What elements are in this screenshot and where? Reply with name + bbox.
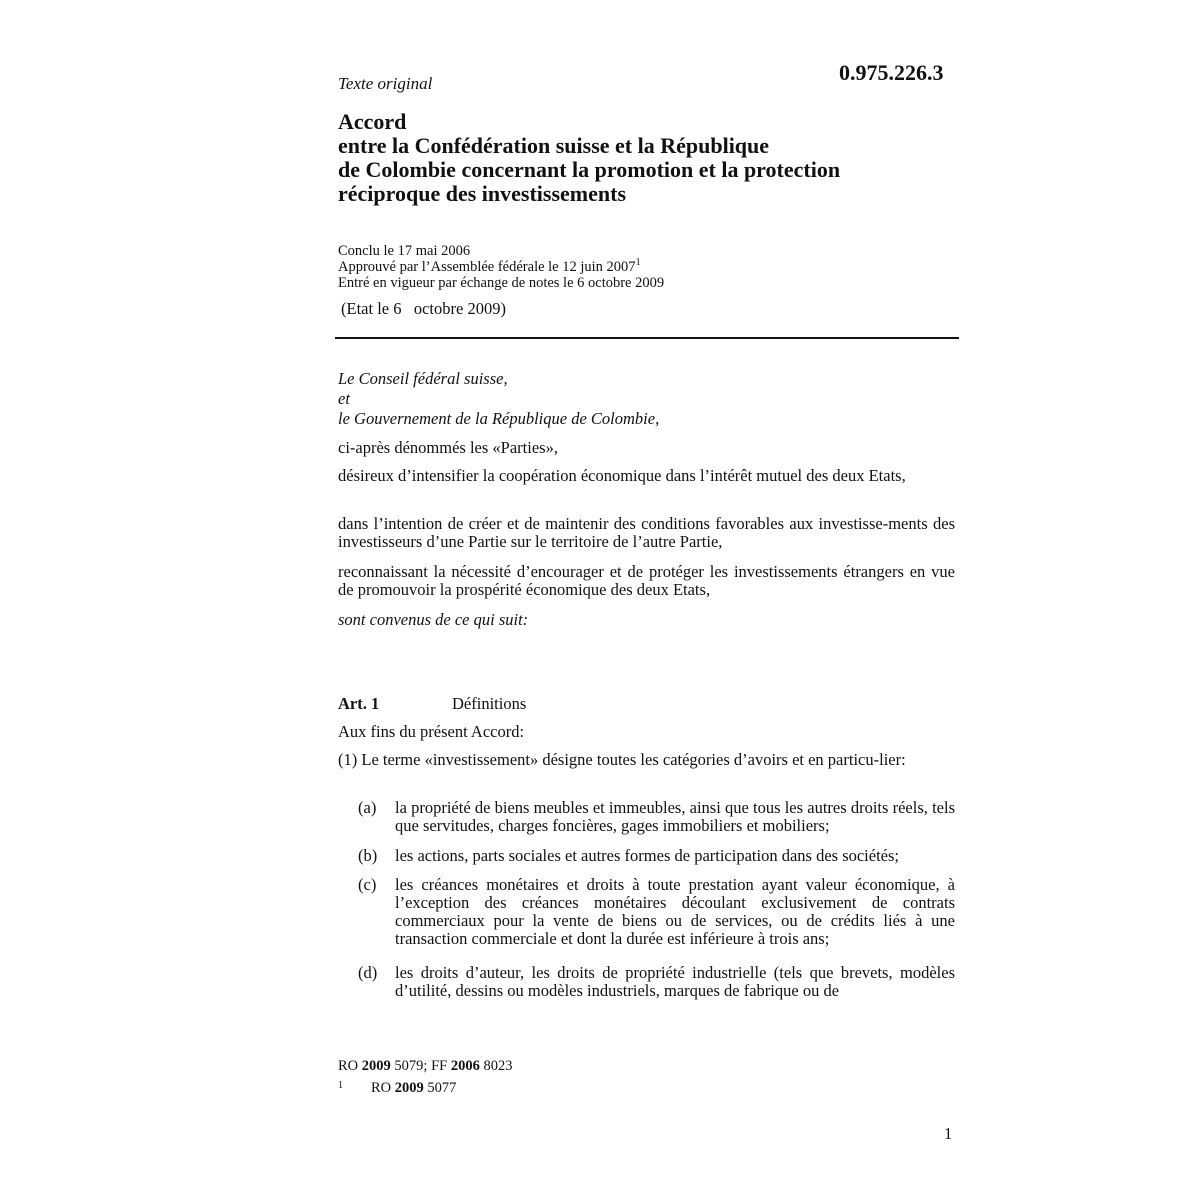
preamble-agreed: sont convenus de ce qui suit: <box>338 610 529 629</box>
entry-into-force: Entré en vigueur par échange de notes le 6 octobre 2009 <box>338 275 665 291</box>
footnote-reference: 1 <box>635 257 641 268</box>
title-line: entre la Confédération suisse et la République <box>338 133 770 158</box>
footnote-text <box>371 1080 456 1097</box>
ro-label: RO <box>338 1058 359 1074</box>
article-intro: Aux fins du présent Accord: <box>338 722 525 741</box>
list-item-text: les créances monétaires et droits à toute prestation ayant valeur économique, à l’exception des créances monétaires découlant exclusivement de contrats commerciaux pour la vente de biens ou de services, ou de crédits liés à une transaction commerciale et dont la durée est inférieure à trois ans; <box>395 875 955 948</box>
party-conjunction: et <box>338 389 350 408</box>
list-item-label: (a) <box>358 798 377 817</box>
list-item-text: les droits d’auteur, les droits de propriété industrielle (tels que brevets, modèles d’utilité, dessins ou modèles industriels, marques de fabrique ou de <box>395 963 955 1000</box>
list-item-text: les actions, parts sociales et autres formes de participation dans des sociétés; <box>395 846 900 865</box>
document-title <box>338 110 840 206</box>
preamble-hereafter: ci-après dénommés les «Parties», <box>338 438 558 457</box>
preamble-paragraph: désireux d’intensifier la coopération économique dans l’intérêt mutuel des deux Etats, <box>338 466 906 485</box>
status-prefix: (Etat le 6 <box>341 299 402 318</box>
fn1-year: 2009 <box>394 1080 424 1096</box>
list-item-label: (d) <box>358 963 378 982</box>
fn1-page: 5077 <box>427 1080 457 1096</box>
party-colombia: le Gouvernement de la République de Colombie, <box>338 409 660 428</box>
ff-label: FF <box>431 1058 448 1074</box>
ro-year: 2009 <box>361 1058 391 1074</box>
title-line: de Colombie concernant la promotion et la protection <box>338 157 841 182</box>
preamble-paragraph: dans l’intention de créer et de maintenir des conditions favorables aux investisse-ments des investisseurs d’une Partie sur le territoire de l’autre Partie, <box>338 514 955 551</box>
list-item-text: la propriété de biens meubles et immeubles, ainsi que tous les autres droits réels, tels que servitudes, charges foncières, gages immobiliers et mobiliers; <box>395 798 955 835</box>
ff-page: 8023 <box>483 1058 513 1074</box>
ro-page: 5079; <box>394 1058 428 1074</box>
article-number: Art. 1 <box>338 694 380 713</box>
status-date <box>341 299 506 319</box>
preamble-paragraph: reconnaissant la nécessité d’encourager et de protéger les investissements étrangers en vue de promouvoir la prospérité économique des deux Etats, <box>338 562 955 599</box>
fn1-label: RO <box>371 1080 392 1096</box>
article-paragraph: (1) Le terme «investissement» désigne toutes les catégories d’avoirs et en particu-lier: <box>338 750 906 769</box>
ff-year: 2006 <box>450 1058 480 1074</box>
list-item-label: (b) <box>358 846 378 865</box>
document-number: 0.975.226.3 <box>839 60 944 85</box>
header-divider <box>335 337 959 339</box>
title-line: réciproque des investissements <box>338 181 627 206</box>
title-line: Accord <box>338 109 407 134</box>
approval-text: Approuvé par l’Assemblée fédérale le 12 juin 2007 <box>338 259 636 275</box>
page-number: 1 <box>944 1124 953 1143</box>
concluded-date: Conclu le 17 mai 2006 <box>338 243 471 259</box>
document-label: Texte original <box>338 74 433 93</box>
publication-reference <box>338 1058 512 1075</box>
footnote-marker: 1 <box>338 1080 343 1091</box>
article-title: Définitions <box>452 694 527 713</box>
party-swiss: Le Conseil fédéral suisse, <box>338 369 508 388</box>
status-suffix: octobre 2009) <box>413 299 506 318</box>
list-item-label: (c) <box>358 875 377 894</box>
